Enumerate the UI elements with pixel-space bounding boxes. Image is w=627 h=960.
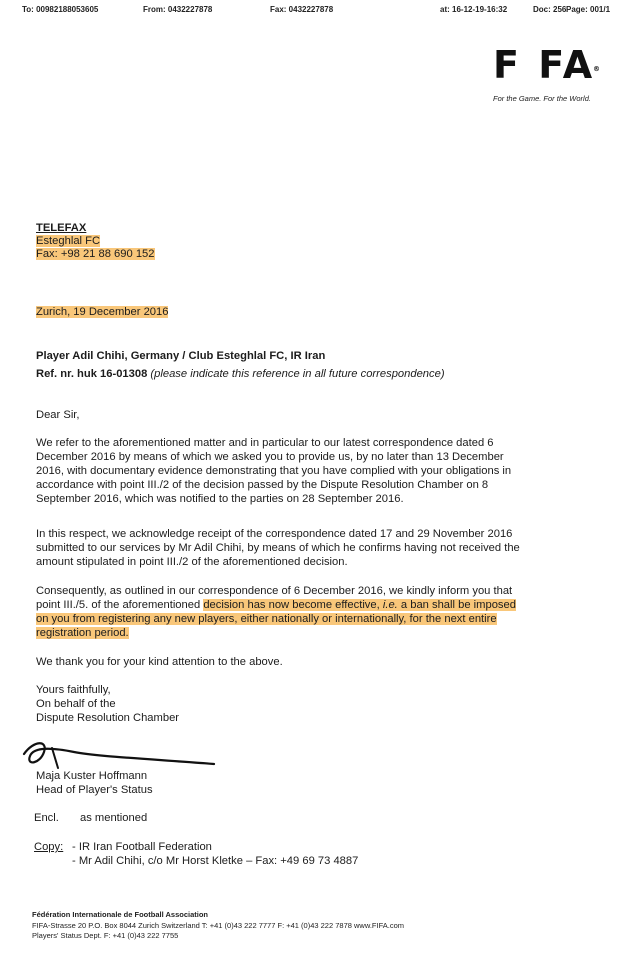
decision-highlight-ie: i.e. xyxy=(382,599,398,611)
reference-number: Ref. nr. huk 16-01308 xyxy=(36,368,148,380)
paragraph-3 xyxy=(36,584,516,640)
closing-line: On behalf of the xyxy=(36,698,116,710)
closing-block xyxy=(36,683,179,725)
paragraph-3-line xyxy=(36,612,516,626)
fax-from: From: 0432227878 xyxy=(143,5,213,14)
enclosure-value: as mentioned xyxy=(80,812,148,824)
paragraph-3-line xyxy=(36,626,516,640)
decision-highlight-c: on you from registering any new players, either nationally or internationally, for the next entire xyxy=(36,613,497,625)
fax-to: To: 00982188053605 xyxy=(22,5,99,14)
telefax-label: TELEFAX xyxy=(36,222,87,234)
decision-highlight-d: registration period. xyxy=(36,627,129,639)
signatory-title: Head of Player's Status xyxy=(36,784,153,796)
copy-list xyxy=(72,840,358,868)
thanks-line: We thank you for your kind attention to the above. xyxy=(36,656,283,668)
fax-doc: Doc: 256 xyxy=(533,5,567,14)
paragraph-2 xyxy=(36,527,520,569)
letter-date xyxy=(36,305,168,319)
copy-item: - IR Iran Football Federation xyxy=(72,841,212,853)
paragraph-3-plain: point III./5. of the aforementioned xyxy=(36,599,204,611)
paragraph-2-line: submitted to our services by Mr Adil Chihi, by means of which he confirms having not received the xyxy=(36,542,520,554)
letter-date-text: Zurich, 19 December 2016 xyxy=(36,306,169,318)
fax-page: Page: 001/1 xyxy=(566,5,611,14)
logo-tagline: For the Game. For the World. xyxy=(493,94,591,103)
fax-timestamp: at: 16-12-19-16:32 xyxy=(440,5,508,14)
handwritten-signature xyxy=(14,734,219,774)
fax-header xyxy=(0,5,627,17)
fifa-logo xyxy=(493,45,603,85)
copy-label: Copy: xyxy=(34,841,64,853)
closing-line: Dispute Resolution Chamber xyxy=(36,712,180,724)
enclosure-label: Encl. xyxy=(34,812,59,824)
paragraph-1-line: September 2016, which was notified to the parties on 28 September 2016. xyxy=(36,493,404,505)
reference-line xyxy=(36,367,445,381)
paragraph-1-line: accordance with point III./2 of the decision passed by the Dispute Resolution Chamber on 8 xyxy=(36,479,489,491)
paragraph-1-line: 2016, with documentary evidence demonstrating that you have complied with your obligations in xyxy=(36,465,512,477)
logo-text: F FA xyxy=(493,43,596,87)
fax-number: Fax: 0432227878 xyxy=(270,5,334,14)
footer-address: FIFA-Strasse 20 P.O. Box 8044 Zurich Switzerland T: +41 (0)43 222 7777 F: +41 (0)43 222 7878 www.FIFA.com xyxy=(32,921,405,930)
paragraph-1-line: December 2016 by means of which we asked you to provide us, by no later than 13 December xyxy=(36,451,504,463)
subject-line: Player Adil Chihi, Germany / Club Esteghlal FC, IR Iran xyxy=(36,350,326,362)
footer-organisation: Fédération Internationale de Football Association xyxy=(32,910,208,919)
recipient-club xyxy=(36,234,100,248)
recipient-fax-text: Fax: +98 21 88 690 152 xyxy=(36,248,155,260)
signatory-block xyxy=(36,769,153,797)
closing-line: Yours faithfully, xyxy=(36,684,111,696)
salutation: Dear Sir, xyxy=(36,409,80,421)
paragraph-1-line: We refer to the aforementioned matter and in particular to our latest correspondence dated 6 xyxy=(36,437,494,449)
recipient-club-text: Esteghlal FC xyxy=(36,235,101,247)
paragraph-2-line: amount stipulated in point III./2 of the aforementioned decision. xyxy=(36,556,348,568)
footer-department: Players' Status Dept. F: +41 (0)43 222 7755 xyxy=(32,931,179,940)
signatory-name: Maja Kuster Hoffmann xyxy=(36,770,148,782)
decision-highlight-a: decision has now become effective, xyxy=(203,599,383,611)
paragraph-3-line: Consequently, as outlined in our correspondence of 6 December 2016, we kindly inform you that xyxy=(36,585,513,597)
paragraph-1 xyxy=(36,436,511,506)
copy-item: - Mr Adil Chihi, c/o Mr Horst Kletke – Fax: +49 69 73 4887 xyxy=(72,855,359,867)
registered-mark: ® xyxy=(593,65,603,73)
reference-note: (please indicate this reference in all future correspondence) xyxy=(147,368,445,380)
paragraph-3-line xyxy=(36,598,516,612)
paragraph-2-line: In this respect, we acknowledge receipt of the correspondence dated 17 and 29 November 2016 xyxy=(36,528,513,540)
decision-highlight-b: a ban shall be imposed xyxy=(397,599,516,611)
recipient-fax xyxy=(36,247,155,261)
